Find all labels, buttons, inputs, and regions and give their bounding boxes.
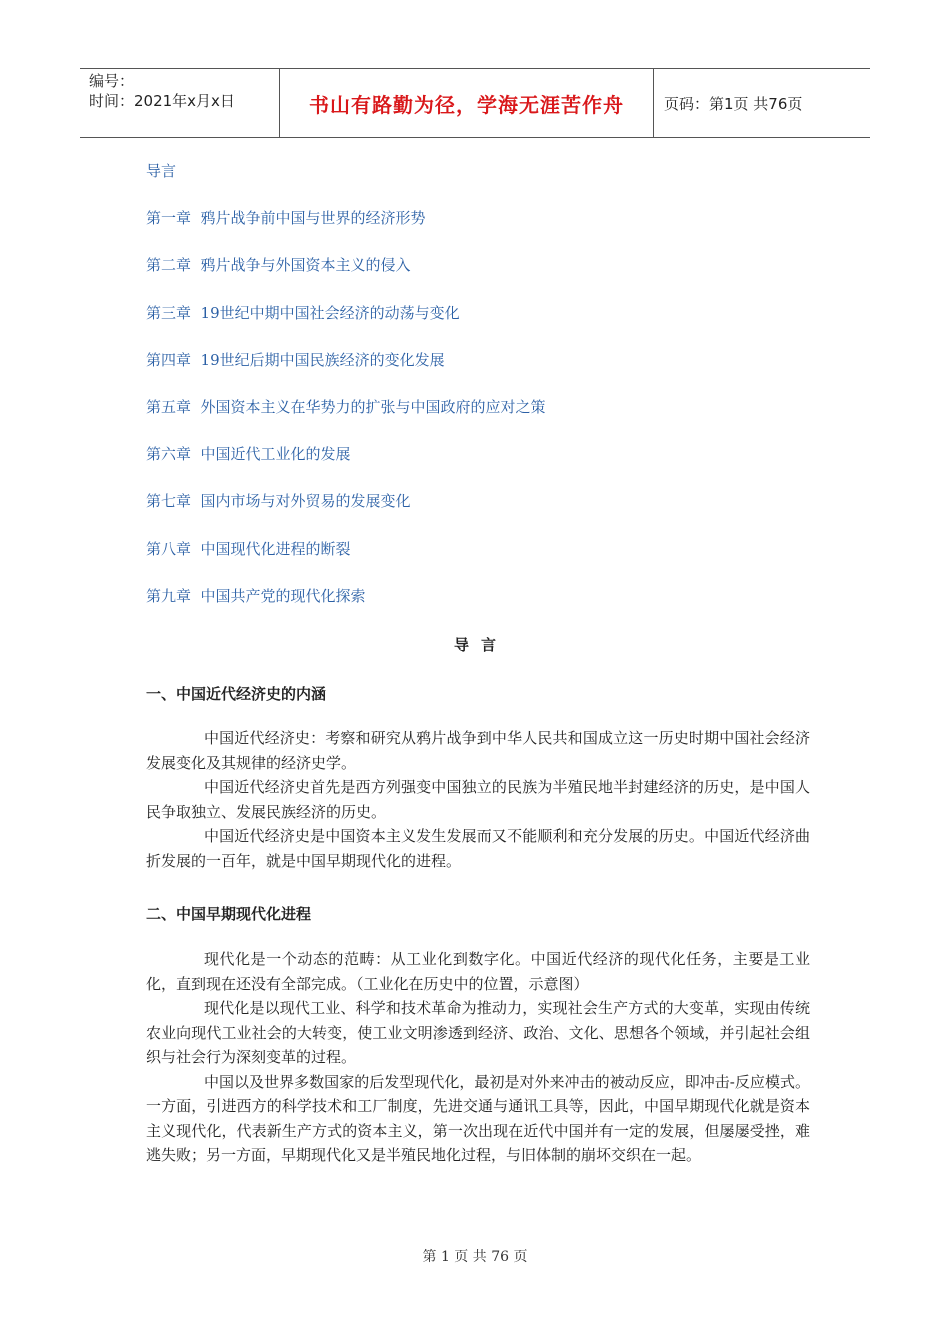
- header-left-cell: [80, 69, 280, 137]
- paragraph: 中国近代经济史首先是西方列强变中国独立的民族为半殖民地半封建经济的历史，是中国人民争取独立、发展民族经济的历史。: [146, 778, 810, 821]
- toc-item[interactable]: 第四章 19世纪后期中国民族经济的变化发展: [146, 350, 445, 369]
- toc-item[interactable]: 第六章 中国近代工业化的发展: [146, 445, 351, 464]
- toc-item[interactable]: 第一章 鸦片战争前中国与世界的经济形势: [146, 209, 426, 228]
- paragraph: 中国近代经济史是中国资本主义发生发展而又不能顺利和充分发展的历史。中国近代经济曲折发展的一百年，就是中国早期现代化的进程。: [146, 827, 810, 870]
- header-table: [80, 68, 870, 138]
- date-label: 时间：2021年x月x日: [89, 92, 235, 110]
- toc-item[interactable]: 第二章 鸦片战争与外国资本主义的侵入: [146, 256, 411, 275]
- toc-item[interactable]: 第三章 19世纪中期中国社会经济的动荡与变化: [146, 303, 460, 322]
- toc-item[interactable]: 导言: [146, 162, 177, 180]
- section-heading: 二、中国早期现代化进程: [146, 905, 312, 923]
- page-title: 导言: [453, 636, 508, 654]
- toc-item[interactable]: 第五章 外国资本主义在华势力的扩张与中国政府的应对之策: [146, 397, 546, 416]
- section1-body: [146, 726, 810, 873]
- page-info: 页码：第1页 共76页: [664, 94, 803, 113]
- motto: 书山有路勤为径，学海无涯苦作舟: [280, 69, 654, 137]
- page-footer: 第 1 页 共 76 页: [422, 1249, 528, 1265]
- number-label: 编号：: [89, 72, 135, 90]
- paragraph: 中国近代经济史：考察和研究从鸦片战争到中华人民共和国成立这一历史时期中国社会经济发展变化及其规律的经济史学。: [146, 729, 810, 772]
- section-heading: 一、中国近代经济史的内涵: [146, 685, 327, 703]
- paragraph: 现代化是一个动态的范畴：从工业化到数字化。中国近代经济的现代化任务，主要是工业化，直到现在还没有全部完成。（工业化在历史中的位置，示意图）: [146, 950, 810, 993]
- table-of-contents: [146, 160, 546, 632]
- toc-item[interactable]: 第九章 中国共产党的现代化探索: [146, 586, 366, 605]
- paragraph: 现代化是以现代工业、科学和技术革命为推动力，实现社会生产方式的大变革，实现由传统农业向现代工业社会的大转变，使工业文明渗透到经济、政治、文化、思想各个领域，并引起社会组织与社会行为深刻变革的过程。: [146, 999, 810, 1066]
- toc-item[interactable]: 第八章 中国现代化进程的断裂: [146, 539, 351, 558]
- toc-item[interactable]: 第七章 国内市场与对外贸易的发展变化: [146, 492, 411, 511]
- paragraph: 中国以及世界多数国家的后发型现代化，最初是对外来冲击的被动反应，即冲击-反应模式。一方面，引进西方的科学技术和工厂制度，先进交通与通讯工具等，因此，中国早期现代化就是资本主义现代化，代表新生产方式的资本主义，第一次出现在近代中国并有一定的发展，但屡屡受挫，难逃失败；另一方面，早期现代化又是半殖民地化过程，与旧体制的崩坏交织在一起。: [146, 1072, 810, 1164]
- section2-body: [146, 947, 810, 1168]
